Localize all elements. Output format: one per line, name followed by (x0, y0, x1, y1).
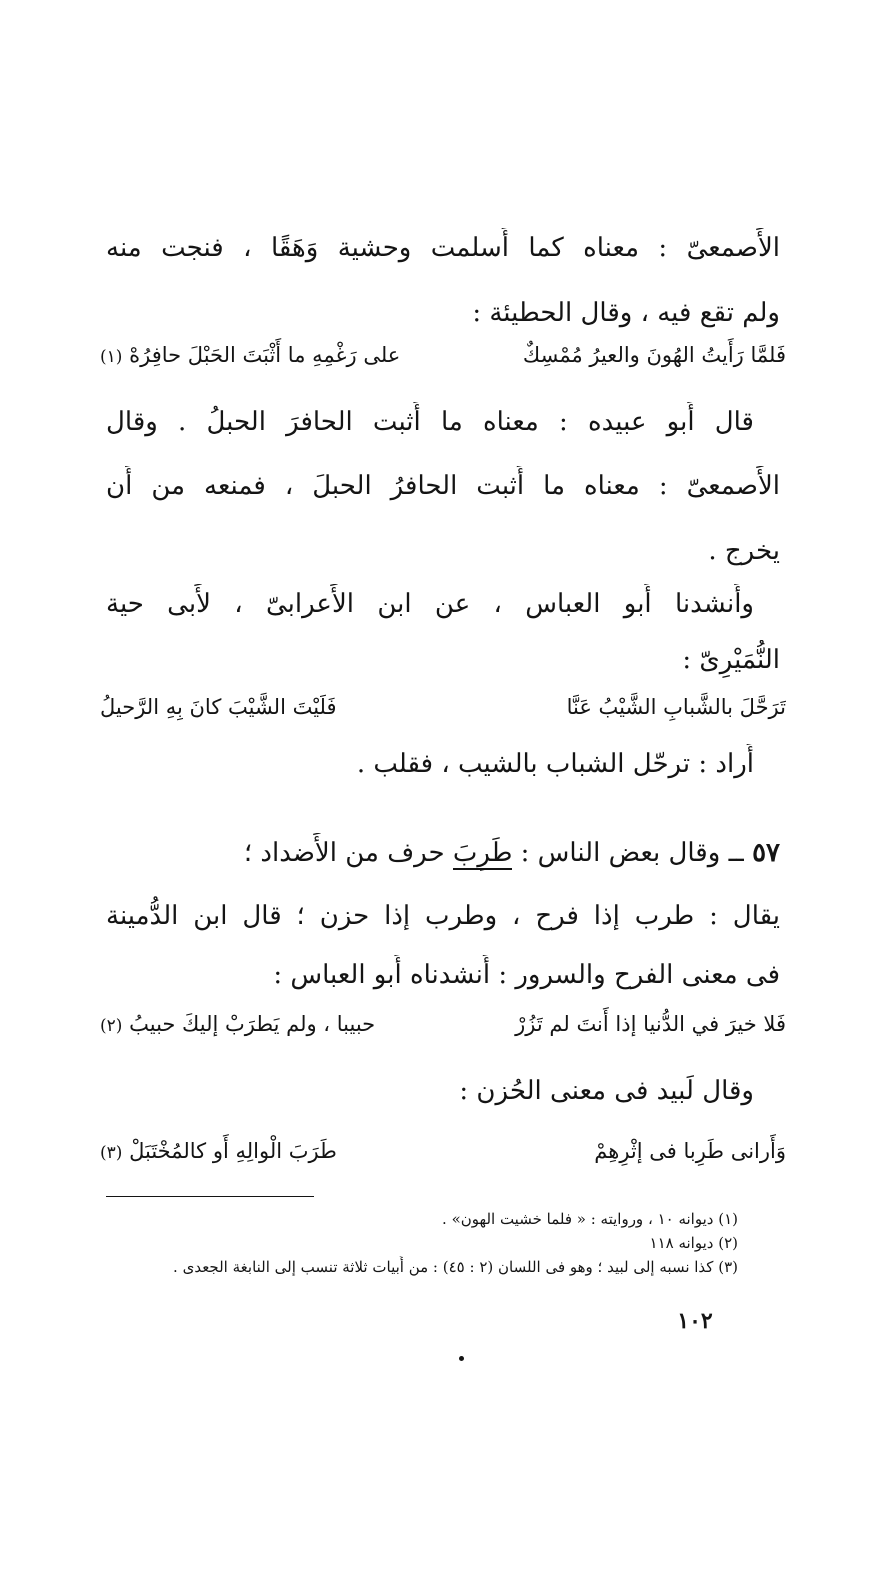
verse-line (100, 336, 786, 376)
text-line: الأَصمعىّ : معناه كما أَسلمت وحشية وَهَقًا ، فنجت منه (106, 233, 780, 263)
footnote: (١) ديوانه ١٠ ، وروايته : « فلما خشيت الهون» . (442, 1210, 738, 1228)
text-line: يقال : طرب إذا فرح ، وطرب إذا حزن ؛ قال ابن الدُّمينة (106, 901, 780, 931)
page-mark-dot (459, 1356, 464, 1361)
entry-dash: ــ (728, 838, 744, 868)
verse-second-hemistich (100, 1132, 337, 1172)
text-line: وقال لَبيد فى معنى الحُزن : (459, 1076, 754, 1106)
entry-heading (106, 833, 780, 875)
text-line: فى معنى الفرح والسرور : أَنشدناه أَبو العباس : (273, 960, 780, 990)
page-number: ١٠٢ (677, 1308, 713, 1334)
footnote-marker: (٢) (100, 1016, 123, 1036)
verse-second-hemistich (100, 1005, 375, 1045)
verse-first-hemistich: تَرَحَّلَ بالشَّبابِ الشَّيْبُ عَنَّا (566, 695, 786, 719)
entry-number: ٥٧ (752, 838, 780, 868)
footnote: (٢) ديوانه ١١٨ (649, 1234, 738, 1252)
text-line: يخرج . (708, 536, 780, 566)
verse-second-hemistich (100, 336, 400, 376)
text-line: قال أَبو عبيده : معناه ما أَثبت الحافرَ الحبلُ . وقال (106, 407, 754, 437)
text-line: وأَنشدنا أَبو العباس ، عن ابن الأَعرابىّ ، لأَبى حية (106, 589, 754, 619)
footnote-marker: (١) (100, 347, 123, 367)
verse-text: طَرَبَ الْوالِهِ أَو كالمُخْتَبَلْ (129, 1139, 337, 1163)
entry-lead: وقال بعض الناس : (520, 838, 721, 868)
text-line: النُّمَيْرِىّ : (682, 645, 780, 675)
footnote-marker: (٣) (100, 1143, 123, 1163)
verse-line (100, 688, 786, 728)
verse-text: على رَغْمِهِ ما أَثْبَتَ الحَبْلَ حافِرُهْ (129, 343, 401, 367)
verse-line (100, 1005, 786, 1045)
verse-first-hemistich: فَلمَّا رَأَيتُ الهُونَ والعيرُ مُمْسِكٌ (522, 343, 786, 367)
text-line: ولم تقع فيه ، وقال الحطيئة : (472, 298, 780, 328)
text-line: أَراد : ترحّل الشباب بالشيب ، فقلب . (356, 749, 754, 779)
entry-rest: حرف من الأَضداد ؛ (243, 838, 445, 868)
verse-first-hemistich: وَأَرانى طَرِبا فى إثْرِهِمْ (594, 1139, 786, 1163)
footnote-divider (106, 1196, 314, 1197)
entry-headword: طَرِبَ (452, 838, 513, 868)
verse-first-hemistich: فَلا خيرَ في الدُّنيا إذا أَنتَ لم تَزُرْ (515, 1012, 786, 1036)
verse-text: حبيبا ، ولم يَطرَبْ إليكَ حبيبُ (129, 1012, 376, 1036)
verse-second-hemistich: فَلَيْتَ الشَّيْبَ كانَ بِهِ الرَّحيلُ (100, 695, 337, 719)
text-line: الأَصمعىّ : معناه ما أَثبت الحافرُ الحبلَ ، فمنعه من أَن (106, 471, 780, 501)
verse-line (100, 1132, 786, 1172)
footnote: (٣) كذا نسبه إلى لبيد ؛ وهو فى اللسان (٢ : ٤٥) : من أَبيات ثلاثة تنسب إلى النابغة الجعدى . (173, 1258, 738, 1276)
